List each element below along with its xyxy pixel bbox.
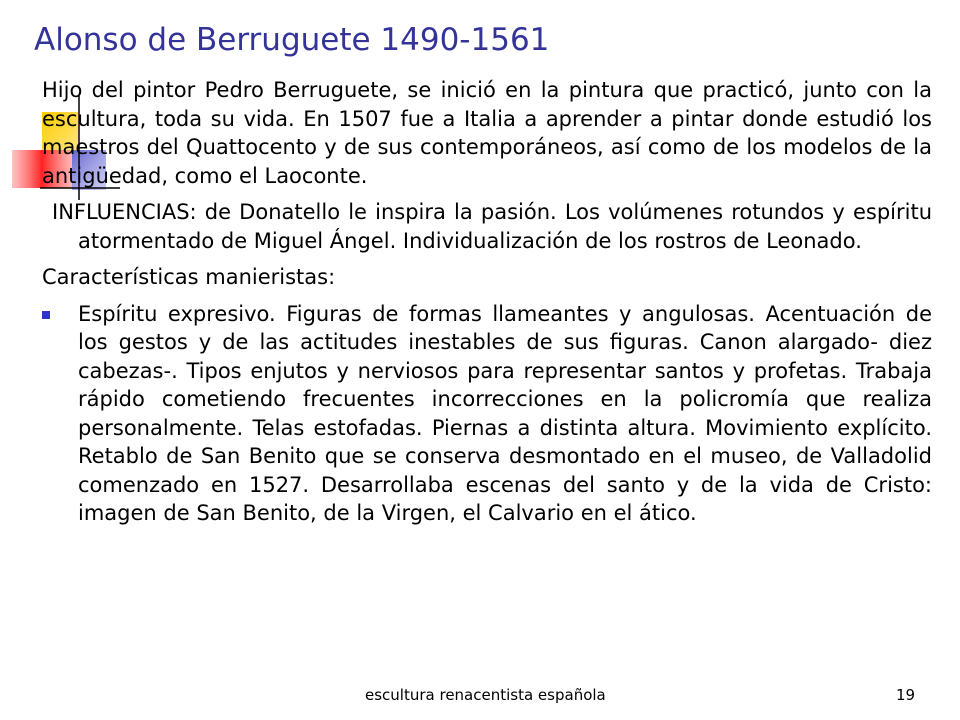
slide-title: Alonso de Berruguete 1490-1561: [34, 22, 550, 58]
bullet-item: [42, 300, 932, 528]
paragraph-influences: INFLUENCIAS: de Donatello le inspira la pasión. Los volúmenes rotundos y espíritu atormentado de Miguel Ángel. Individualización de los rostros de Leonado.: [52, 200, 932, 253]
paragraph-characteristics-heading: Características manieristas:: [42, 265, 336, 289]
bullet-text: Espíritu expresivo. Figuras de formas llameantes y angulosas. Acentuación de los gestos y de las actitudes inestables de sus figuras. Canon alargado- diez cabezas-. Tipos enjutos y nerviosos para representar santos y profetas. Trabaja rápido cometiendo frecuentes incorrecciones en la policromía que realiza personalmente. Telas estofadas. Piernas a distinta altura. Movimiento explícito. Retablo de San Benito que se conserva desmontado en el museo, de Valladolid comenzado en 1527. Desarrollaba escenas del santo y de la vida de Cristo: imagen de San Benito, de la Virgen, el Calvario en el ático.: [78, 301, 932, 525]
page-number: 19: [896, 686, 916, 704]
slide-body: [42, 76, 932, 528]
paragraph-intro: Hijo del pintor Pedro Berruguete, se inició en la pintura que practicó, junto con la escultura, toda su vida. En 1507 fue a Italia a aprender a pintar donde estudió los maestros del Quattocento y de sus contemporáneos, así como de los modelos de la antigüedad, como el Laoconte.: [42, 78, 932, 188]
bullet-square-icon: [42, 300, 78, 528]
footer-title: escultura renacentista española: [365, 686, 606, 704]
